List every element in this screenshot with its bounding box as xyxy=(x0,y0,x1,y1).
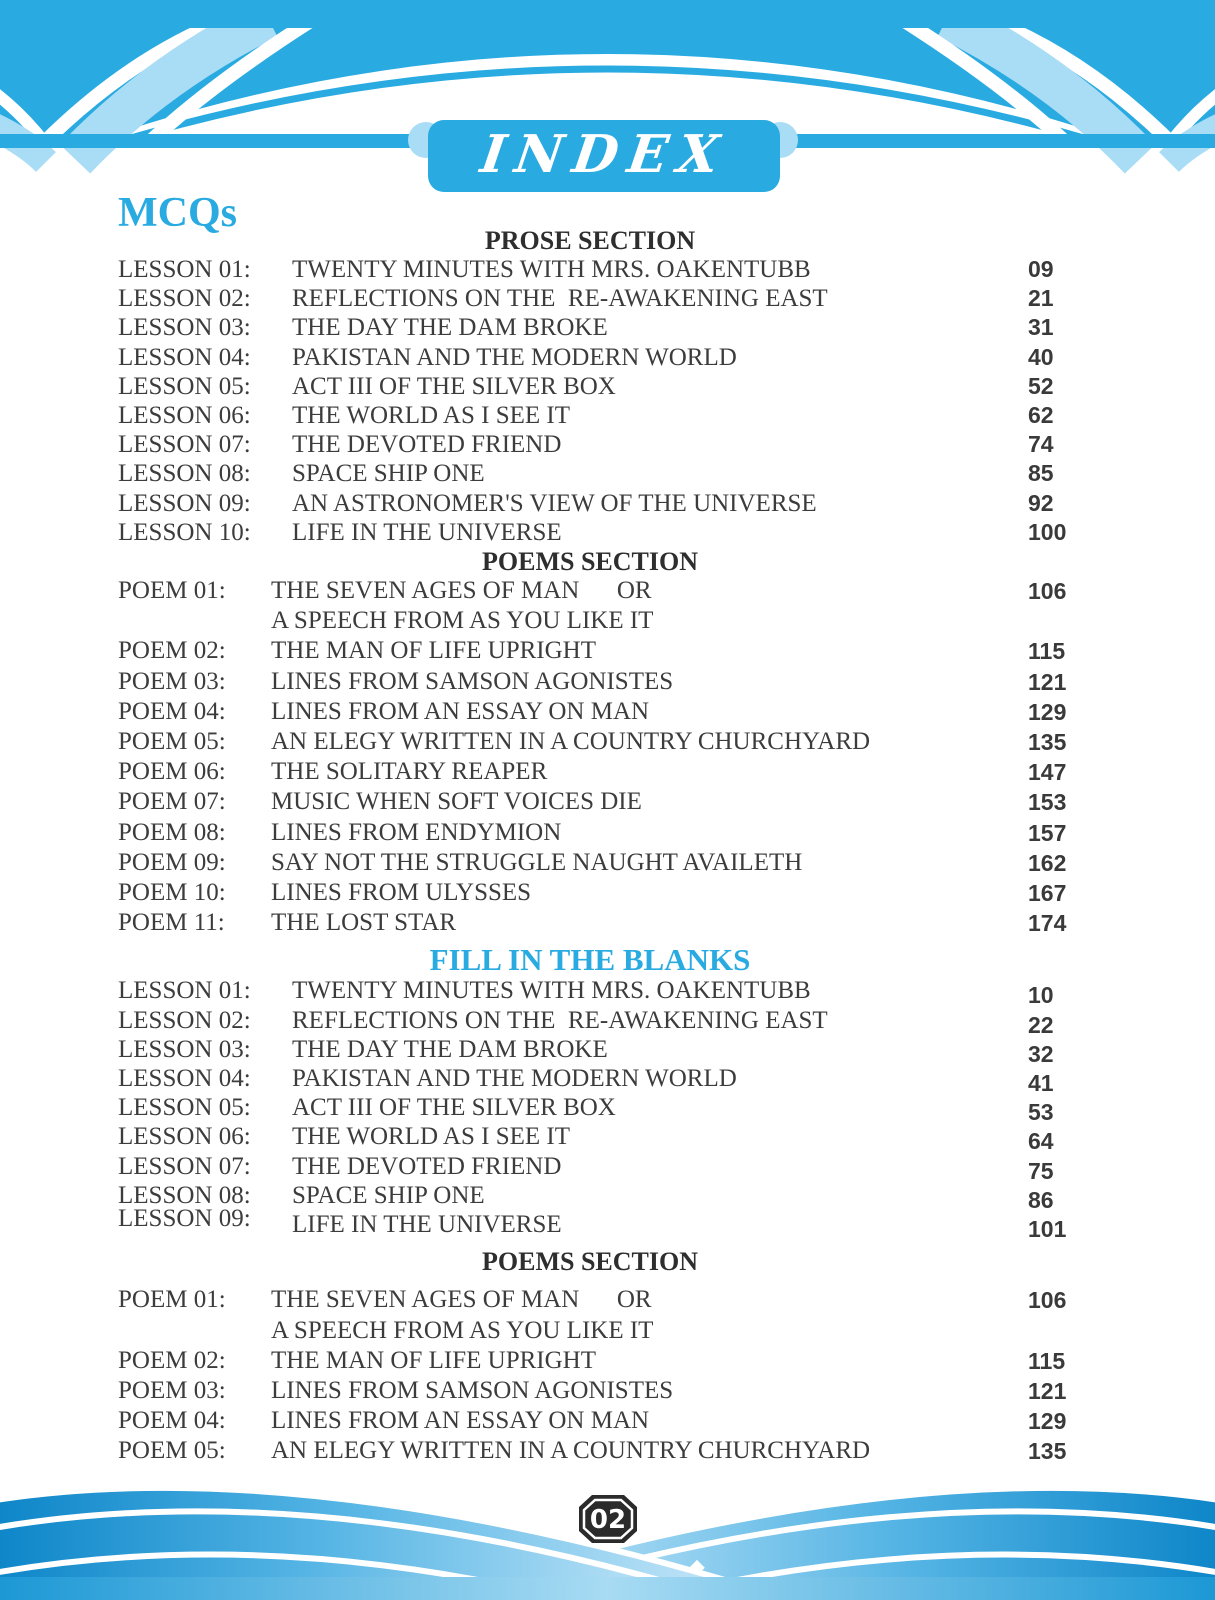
toc-row xyxy=(118,313,1082,342)
toc-row xyxy=(118,606,1082,636)
toc-row xyxy=(118,255,1082,284)
toc-label: POEM 04: xyxy=(118,697,226,725)
toc-row xyxy=(118,1376,1082,1406)
toc-title: LIFE IN THE UNIVERSE xyxy=(292,1211,562,1239)
toc-row xyxy=(118,430,1082,459)
toc-row xyxy=(118,1406,1082,1436)
toc-page: 32 xyxy=(1028,1040,1054,1067)
toc-row xyxy=(118,636,1082,666)
toc-page: 106 xyxy=(1028,1287,1067,1314)
toc-title: MUSIC WHEN SOFT VOICES DIE xyxy=(271,788,642,816)
toc-page: 106 xyxy=(1028,578,1067,605)
toc-page: 121 xyxy=(1028,668,1067,695)
toc-page: 10 xyxy=(1028,982,1054,1009)
toc-page: 41 xyxy=(1028,1070,1054,1097)
toc-page: 174 xyxy=(1028,910,1067,937)
toc-label: LESSON 05: xyxy=(118,372,251,400)
toc-label: POEM 04: xyxy=(118,1407,226,1435)
toc-row xyxy=(118,489,1082,518)
toc-page: 167 xyxy=(1028,880,1067,907)
toc-page: 135 xyxy=(1028,1438,1067,1465)
toc-title: THE LOST STAR xyxy=(271,909,457,937)
toc-label: POEM 03: xyxy=(118,667,226,695)
toc-label: POEM 01: xyxy=(118,1286,226,1314)
toc-page: 22 xyxy=(1028,1011,1054,1038)
toc-title: REFLECTIONS ON THE RE-AWAKENING EAST xyxy=(292,1006,828,1034)
toc-label: LESSON 06: xyxy=(118,1123,251,1151)
toc-title: SPACE SHIP ONE xyxy=(292,1181,485,1209)
toc-label: LESSON 09: xyxy=(118,1205,251,1233)
toc-label: LESSON 04: xyxy=(118,1065,251,1093)
toc-title: THE MAN OF LIFE UPRIGHT xyxy=(271,637,596,665)
toc-label: POEM 02: xyxy=(118,1346,226,1374)
toc-row xyxy=(118,1006,1082,1038)
toc-page: 129 xyxy=(1028,698,1067,725)
toc-label: POEM 11: xyxy=(118,909,225,937)
toc-title: A SPEECH FROM AS YOU LIKE IT xyxy=(271,607,654,635)
toc-page: 53 xyxy=(1028,1099,1054,1126)
toc-label: LESSON 02: xyxy=(118,285,251,313)
toc-row xyxy=(118,518,1082,547)
toc-label: POEM 01: xyxy=(118,577,226,605)
toc-page xyxy=(1028,606,1082,636)
toc-label: POEM 09: xyxy=(118,848,226,876)
toc-label: POEM 03: xyxy=(118,1376,226,1404)
toc-row xyxy=(118,1205,1082,1243)
toc-label: POEM 02: xyxy=(118,637,226,665)
toc-title: THE DAY THE DAM BROKE xyxy=(292,1035,608,1063)
toc-row xyxy=(118,908,1082,938)
toc-label: POEM 08: xyxy=(118,818,226,846)
toc-page: 40 xyxy=(1028,343,1054,370)
toc-title: A SPEECH FROM AS YOU LIKE IT xyxy=(271,1316,654,1344)
toc-page: 153 xyxy=(1028,789,1067,816)
toc-page: 147 xyxy=(1028,759,1067,786)
toc-page: 64 xyxy=(1028,1128,1054,1155)
toc-title: THE WORLD AS I SEE IT xyxy=(292,402,570,430)
toc-row xyxy=(118,401,1082,430)
toc-title: TWENTY MINUTES WITH MRS. OAKENTUBB xyxy=(292,977,811,1005)
toc-title: THE DEVOTED FRIEND xyxy=(292,1152,562,1180)
toc-label xyxy=(118,606,271,636)
section-rows xyxy=(118,255,1082,547)
toc-title: SAY NOT THE STRUGGLE NAUGHT AVAILETH xyxy=(271,848,803,876)
toc-label: POEM 05: xyxy=(118,728,226,756)
toc-title: TWENTY MINUTES WITH MRS. OAKENTUBB xyxy=(292,256,811,283)
section-rows xyxy=(118,1285,1082,1466)
toc-title: LIFE IN THE UNIVERSE xyxy=(292,518,562,546)
toc-row xyxy=(118,1285,1082,1315)
toc-page: 86 xyxy=(1028,1186,1054,1213)
toc-title: AN ELEGY WRITTEN IN A COUNTRY CHURCHYARD xyxy=(271,728,871,756)
toc-page: 129 xyxy=(1028,1408,1067,1435)
toc-title: THE WORLD AS I SEE IT xyxy=(292,1123,570,1151)
toc-label: LESSON 04: xyxy=(118,343,251,371)
toc-row xyxy=(118,787,1082,817)
toc-page: 157 xyxy=(1028,819,1067,846)
toc-row xyxy=(118,1035,1082,1067)
section-heading: FILL IN THE BLANKS xyxy=(429,942,751,978)
page-number-badge xyxy=(577,1493,639,1545)
toc-label: LESSON 10: xyxy=(118,518,251,546)
toc-label: LESSON 07: xyxy=(118,1152,251,1180)
toc-row xyxy=(118,1064,1082,1097)
toc-row xyxy=(118,727,1082,757)
toc-row xyxy=(118,372,1082,401)
toc-row xyxy=(118,1316,1082,1346)
page-number: 02 xyxy=(589,1505,627,1535)
toc-page: 74 xyxy=(1028,431,1054,458)
toc-row xyxy=(118,1436,1082,1466)
toc-label: LESSON 03: xyxy=(118,1035,251,1063)
toc-title: THE DEVOTED FRIEND xyxy=(292,431,562,459)
toc-label: LESSON 03: xyxy=(118,314,251,342)
section-rows xyxy=(118,976,1082,1243)
toc-label: LESSON 07: xyxy=(118,431,251,459)
toc-title: AN ELEGY WRITTEN IN A COUNTRY CHURCHYARD xyxy=(271,1437,871,1465)
toc-page: 162 xyxy=(1028,849,1067,876)
toc-title: LINES FROM ENDYMION xyxy=(271,818,562,846)
toc-row xyxy=(118,343,1082,372)
toc-row xyxy=(118,878,1082,908)
toc-page: 121 xyxy=(1028,1377,1067,1404)
toc-label: POEM 07: xyxy=(118,788,226,816)
toc-row xyxy=(118,848,1082,878)
toc-title: THE SEVEN AGES OF MAN OR xyxy=(271,1286,652,1314)
index-banner xyxy=(428,120,780,192)
toc-row xyxy=(118,1122,1082,1155)
toc-page xyxy=(1028,1316,1082,1346)
toc-row xyxy=(118,818,1082,848)
toc-page: 75 xyxy=(1028,1157,1054,1184)
toc-row xyxy=(118,1152,1082,1184)
toc-page: 92 xyxy=(1028,489,1054,516)
toc-page: 85 xyxy=(1028,460,1054,487)
section-heading: POEMS SECTION xyxy=(482,1247,698,1277)
toc-title: LINES FROM ULYSSES xyxy=(271,879,532,907)
toc-title: PAKISTAN AND THE MODERN WORLD xyxy=(292,343,737,371)
toc-title: THE SOLITARY REAPER xyxy=(271,758,548,786)
toc-title: LINES FROM AN ESSAY ON MAN xyxy=(271,697,650,725)
mcqs-heading: MCQs xyxy=(118,190,237,236)
toc-title: PAKISTAN AND THE MODERN WORLD xyxy=(292,1065,737,1093)
toc-page: 115 xyxy=(1028,638,1066,665)
toc-label xyxy=(118,1316,271,1346)
toc-label: POEM 05: xyxy=(118,1437,226,1465)
table-of-contents xyxy=(118,226,1082,1467)
toc-label: LESSON 06: xyxy=(118,402,251,430)
toc-title: LINES FROM SAMSON AGONISTES xyxy=(271,1376,674,1404)
toc-label: LESSON 08: xyxy=(118,1181,251,1209)
toc-page: 31 xyxy=(1028,314,1054,341)
toc-row xyxy=(118,1346,1082,1376)
section-rows xyxy=(118,576,1082,938)
toc-page: 52 xyxy=(1028,372,1054,399)
toc-page: 101 xyxy=(1028,1216,1067,1243)
toc-label: LESSON 02: xyxy=(118,1006,251,1034)
toc-label: LESSON 01: xyxy=(118,256,251,283)
toc-title: THE DAY THE DAM BROKE xyxy=(292,314,608,342)
toc-page: 21 xyxy=(1028,285,1054,312)
section-heading: PROSE SECTION xyxy=(484,226,696,255)
toc-row xyxy=(118,697,1082,727)
toc-row xyxy=(118,576,1082,606)
footer-bottom-bar xyxy=(0,1577,1215,1600)
toc-label: LESSON 05: xyxy=(118,1094,251,1122)
toc-page: 09 xyxy=(1028,256,1054,282)
toc-page: 135 xyxy=(1028,729,1067,756)
toc-row xyxy=(118,976,1082,1009)
toc-label: LESSON 08: xyxy=(118,460,251,488)
toc-title: REFLECTIONS ON THE RE-AWAKENING EAST xyxy=(292,285,828,313)
header-top-bar xyxy=(0,0,1215,28)
toc-row xyxy=(118,757,1082,787)
toc-title: ACT III OF THE SILVER BOX xyxy=(292,372,616,400)
toc-title: ACT III OF THE SILVER BOX xyxy=(292,1094,616,1122)
toc-title: SPACE SHIP ONE xyxy=(292,460,485,488)
section-heading: POEMS SECTION xyxy=(482,547,698,577)
toc-label: LESSON 01: xyxy=(118,977,251,1005)
toc-title: THE MAN OF LIFE UPRIGHT xyxy=(271,1346,596,1374)
index-title: INDEX xyxy=(476,123,733,185)
toc-title: LINES FROM SAMSON AGONISTES xyxy=(271,667,674,695)
toc-row xyxy=(118,284,1082,313)
toc-row xyxy=(118,1093,1082,1126)
toc-page: 115 xyxy=(1028,1347,1066,1374)
toc-row xyxy=(118,667,1082,697)
toc-title: THE SEVEN AGES OF MAN OR xyxy=(271,577,652,605)
toc-page: 100 xyxy=(1028,518,1067,545)
toc-row xyxy=(118,459,1082,488)
toc-title: AN ASTRONOMER'S VIEW OF THE UNIVERSE xyxy=(292,489,817,517)
toc-label: LESSON 09: xyxy=(118,489,251,517)
toc-page: 62 xyxy=(1028,402,1054,429)
toc-label: POEM 10: xyxy=(118,879,226,907)
toc-title: LINES FROM AN ESSAY ON MAN xyxy=(271,1407,650,1435)
toc-label: POEM 06: xyxy=(118,758,226,786)
